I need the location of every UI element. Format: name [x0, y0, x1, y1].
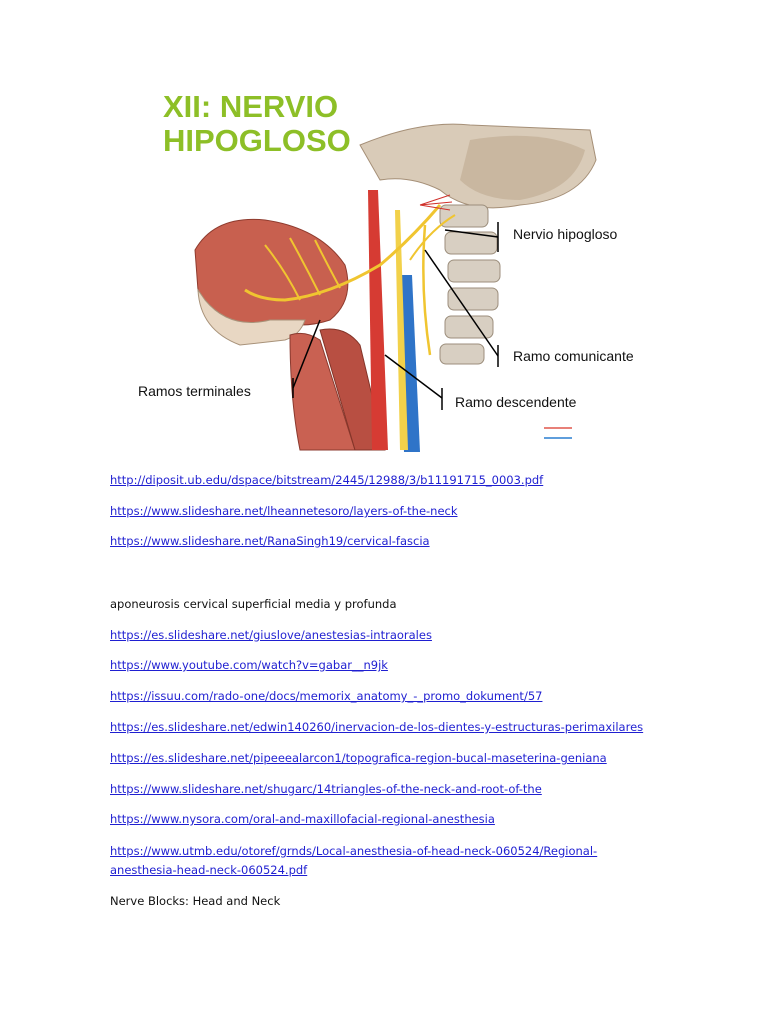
link-memorix-anatomy[interactable]: https://issuu.com/rado-one/docs/memorix_anatomy_-_promo_dokument/57 [110, 689, 543, 703]
link-triangles-of-neck[interactable]: https://www.slideshare.net/shugarc/14triangles-of-the-neck-and-root-of-the [110, 782, 542, 796]
link-utmb-line-2[interactable]: anesthesia-head-neck-060524.pdf [110, 863, 308, 877]
link-youtube-video[interactable]: https://www.youtube.com/watch?v=gabar__n9jk [110, 658, 388, 672]
link-layers-of-the-neck[interactable]: https://www.slideshare.net/lheannetesoro/layers-of-the-neck [110, 504, 458, 518]
label-nervio-hipogloso: Nervio hipogloso [513, 226, 618, 242]
link-nysora-anesthesia[interactable]: https://www.nysora.com/oral-and-maxillofacial-regional-anesthesia [110, 812, 495, 826]
link-topografica-region[interactable]: https://es.slideshare.net/pipeeealarcon1/topografica-region-bucal-maseterina-geniana [110, 751, 607, 765]
label-ramo-descendente: Ramo descendente [455, 394, 577, 410]
link-diposit-pdf[interactable]: http://diposit.ub.edu/dspace/bitstream/2445/12988/3/b11191715_0003.pdf [110, 473, 544, 487]
link-inervacion-dientes[interactable]: https://es.slideshare.net/edwin140260/inervacion-de-los-dientes-y-estructuras-perimaxilares [110, 720, 644, 734]
note-aponeurosis: aponeurosis cervical superficial media y profunda [110, 597, 397, 611]
label-ramos-terminales: Ramos terminales [138, 383, 251, 399]
link-utmb-line-1[interactable]: https://www.utmb.edu/otoref/grnds/Local-anesthesia-of-head-neck-060524/Regional- [110, 844, 598, 858]
label-ramo-comunicante: Ramo comunicante [513, 348, 634, 364]
link-anestesias-intraorales[interactable]: https://es.slideshare.net/giuslove/anestesias-intraorales [110, 628, 432, 642]
note-nerve-blocks: Nerve Blocks: Head and Neck [110, 894, 281, 908]
title-line-2: HIPOGLOSO [163, 123, 351, 158]
link-cervical-fascia[interactable]: https://www.slideshare.net/RanaSingh19/cervical-fascia [110, 534, 430, 548]
hypoglossal-nerve-illustration [0, 0, 768, 460]
title-line-1: XII: NERVIO [163, 89, 339, 124]
